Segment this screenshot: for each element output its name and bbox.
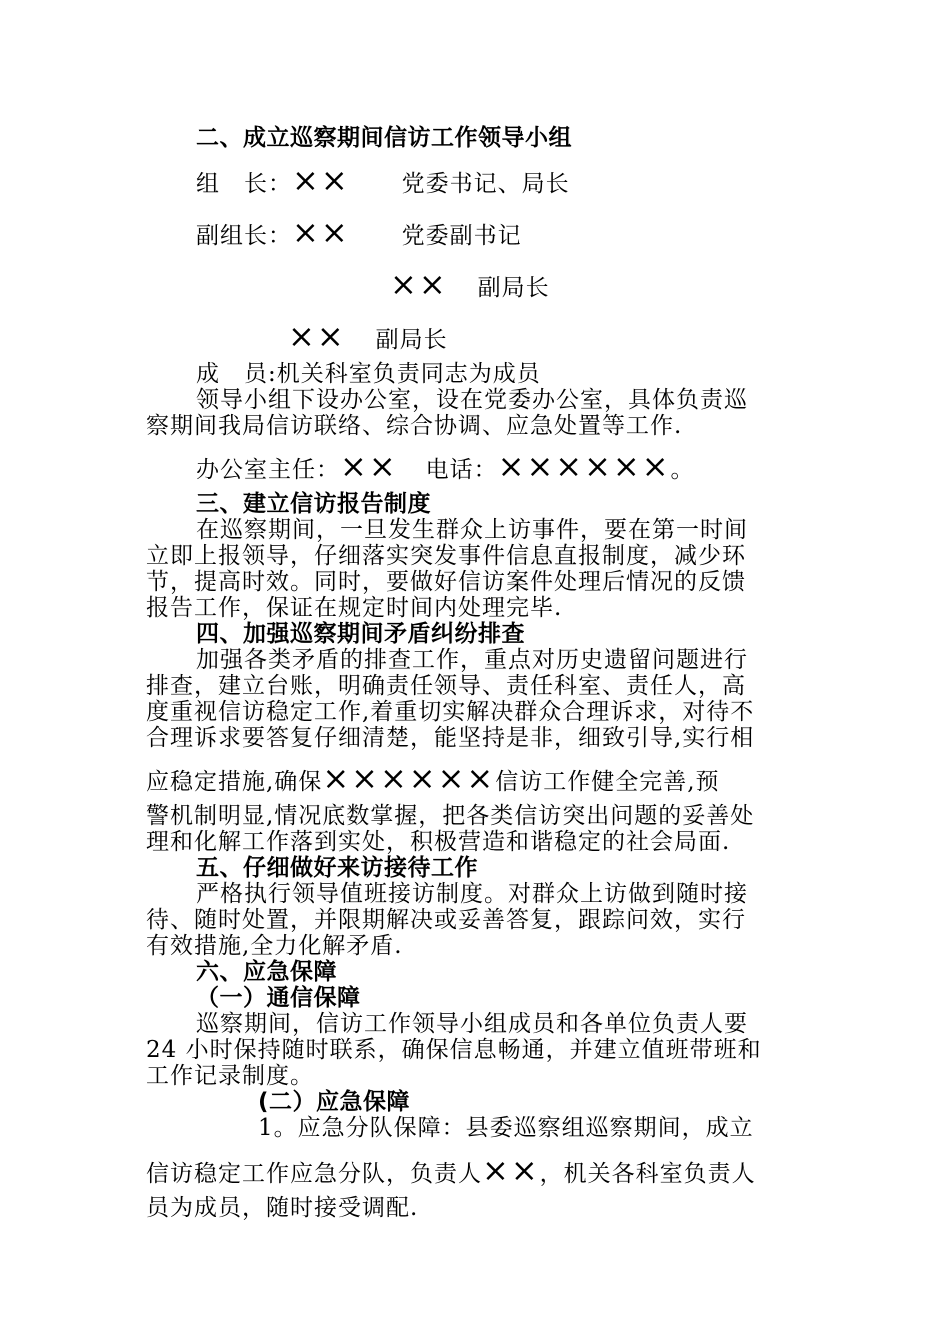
section6-sub1-line: 24 小时保持随时联系，确保信息畅通，并建立值班带班和 xyxy=(146,1037,762,1063)
section6-sub2-line2 xyxy=(146,1151,756,1189)
office-line-2: 察期间我局信访联络、综合协调、应急处置等工作. xyxy=(146,413,683,439)
phone-label: 电话： xyxy=(425,457,498,483)
section6-sub1-line: 巡察期间，信访工作领导小组成员和各单位负责人要 xyxy=(196,1011,748,1037)
leader-title: 党委书记、局长 xyxy=(401,171,570,197)
deputy1-title: 党委副书记 xyxy=(401,223,522,249)
deputy2-name: ×× xyxy=(390,265,448,303)
section5-line: 有效措施,全力化解矛盾. xyxy=(146,933,403,959)
section3-line: 立即上报领导，仔细落实突发事件信息直报制度，减少环 xyxy=(146,543,746,569)
director-label: 办公室主任： xyxy=(196,457,340,483)
section4-line5-post: 信访工作健全完善,预 xyxy=(495,769,720,795)
section4-line5-pre: 应稳定措施,确保 xyxy=(146,769,323,795)
section4-line-5 xyxy=(146,759,720,797)
sub2-line2-post: ，机关各科室负责人 xyxy=(539,1161,756,1187)
section4-line: 合理诉求要答复仔细清楚，能坚持是非，细致引导,实行相 xyxy=(146,725,755,751)
section4-line5-x: ×××××× xyxy=(322,759,496,797)
section6-sub1-line: 工作记录制度。 xyxy=(146,1063,314,1089)
section3-heading: 三、建立信访报告制度 xyxy=(196,491,431,517)
section4-line: 排查，建立台账，明确责任领导、责任科室、责任人，高 xyxy=(146,673,746,699)
deputy3-name: ×× xyxy=(288,317,346,355)
section5-line: 严格执行领导值班接访制度。对群众上访做到随时接 xyxy=(196,881,748,907)
section4-line: 度重视信访稳定工作,着重切实解决群众合理诉求，对待不 xyxy=(146,699,755,725)
section6-heading: 六、应急保障 xyxy=(196,959,337,985)
section3-line: 节，提高时效。同时，要做好信访案件处理后情况的反馈 xyxy=(146,569,746,595)
section4-line: 理和化解工作落到实处，积极营造和谐稳定的社会局面. xyxy=(146,829,731,855)
section5-line: 待、随时处置，并限期解决或妥善答复，跟踪问效，实行 xyxy=(146,907,746,933)
members-line: 成 员:机关科室负责同志为成员 xyxy=(196,361,541,387)
section3-line: 在巡察期间，一旦发生群众上访事件，要在第一时间 xyxy=(196,517,748,543)
section6-sub1-heading: （一）通信保障 xyxy=(196,985,361,1011)
section6-sub2-line1: 1。应急分队保障：县委巡察组巡察期间，成立 xyxy=(258,1115,754,1141)
section3-line: 报告工作，保证在规定时间内处理完毕. xyxy=(146,595,563,621)
section4-line: 警机制明显,情况底数掌握，把各类信访突出问题的妥善处 xyxy=(146,803,755,829)
section4-heading: 四、加强巡察期间矛盾纠纷排查 xyxy=(196,621,525,647)
sub2-line2-x: ×× xyxy=(482,1151,540,1189)
deputy3-title: 副局长 xyxy=(375,327,448,353)
section6-sub2-heading: (二）应急保障 xyxy=(258,1089,411,1115)
director-row xyxy=(196,447,695,485)
phone-value: ×××××× xyxy=(497,447,671,485)
deputy-row-3 xyxy=(288,317,448,355)
section5-heading: 五、仔细做好来访接待工作 xyxy=(196,855,478,881)
deputy-row-2 xyxy=(390,265,550,303)
sub2-line2-pre: 信访稳定工作应急分队，负责人 xyxy=(146,1161,482,1187)
section2-heading: 二、成立巡察期间信访工作领导小组 xyxy=(196,125,572,151)
deputy2-title: 副局长 xyxy=(477,275,550,301)
leader-label: 组 长： xyxy=(196,171,292,197)
leader-row xyxy=(196,161,570,199)
section4-line: 加强各类矛盾的排查工作，重点对历史遗留问题进行 xyxy=(196,647,748,673)
deputy1-name: ×× xyxy=(292,213,350,251)
section6-sub2-line3: 员为成员，随时接受调配. xyxy=(146,1195,419,1221)
leader-name: ×× xyxy=(292,161,350,199)
director-name: ×× xyxy=(340,447,398,485)
phone-end: 。 xyxy=(670,457,695,483)
office-line-1: 领导小组下设办公室，设在党委办公室，具体负责巡 xyxy=(196,387,748,413)
deputy-row-1 xyxy=(196,213,522,251)
deputy-label: 副组长： xyxy=(196,223,292,249)
